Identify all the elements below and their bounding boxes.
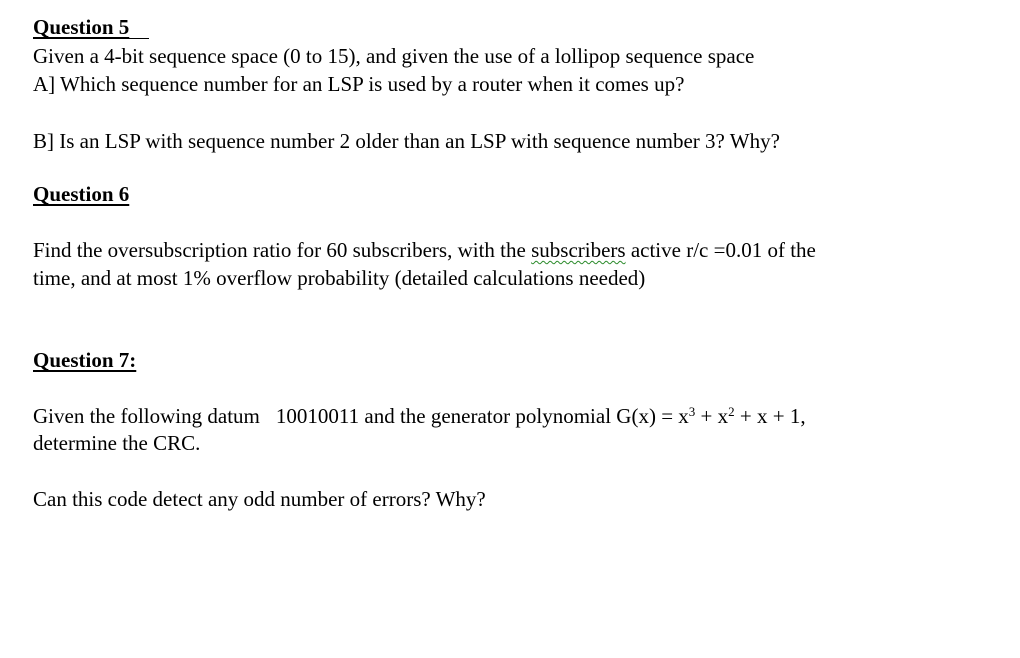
plus-x: + x [695, 404, 729, 428]
question-7-line-2: determine the CRC. [33, 431, 201, 455]
question-7-text-before: Given the following datum [33, 404, 260, 428]
polynomial-tail: + x + 1, [734, 404, 806, 428]
question-6-text-before: Find the oversubscription ratio for 60 subscribers, with the [33, 238, 532, 262]
question-7-line-1 [33, 403, 806, 429]
question-7-text-mid: and the generator polynomial G(x) = x [359, 404, 689, 428]
question-6-heading: Question 6 [33, 182, 130, 206]
spellcheck-flagged-word: subscribers [531, 238, 626, 262]
exponent-2: 2 [728, 404, 735, 419]
question-5-line-1: Given a 4-bit sequence space (0 to 15), and given the use of a lollipop sequence space [33, 44, 755, 68]
question-6-line-2: time, and at most 1% overflow probability (detailed calculations needed) [33, 266, 646, 290]
question-5-heading: Question 5 [33, 15, 130, 39]
question-6-text-after: active r/c =0.01 of the [625, 238, 816, 262]
exponent-3: 3 [688, 404, 696, 419]
question-5-part-a: A] Which sequence number for an LSP is used by a router when it comes up? [33, 72, 685, 96]
datum-value: 10010011 [275, 404, 360, 428]
question-7-line-3: Can this code detect any odd number of errors? Why? [33, 487, 486, 511]
question-6-line-1 [33, 237, 816, 263]
question-5-part-b: B] Is an LSP with sequence number 2 older than an LSP with sequence number 3? Why? [33, 129, 780, 153]
question-7-heading: Question 7: [33, 348, 137, 372]
